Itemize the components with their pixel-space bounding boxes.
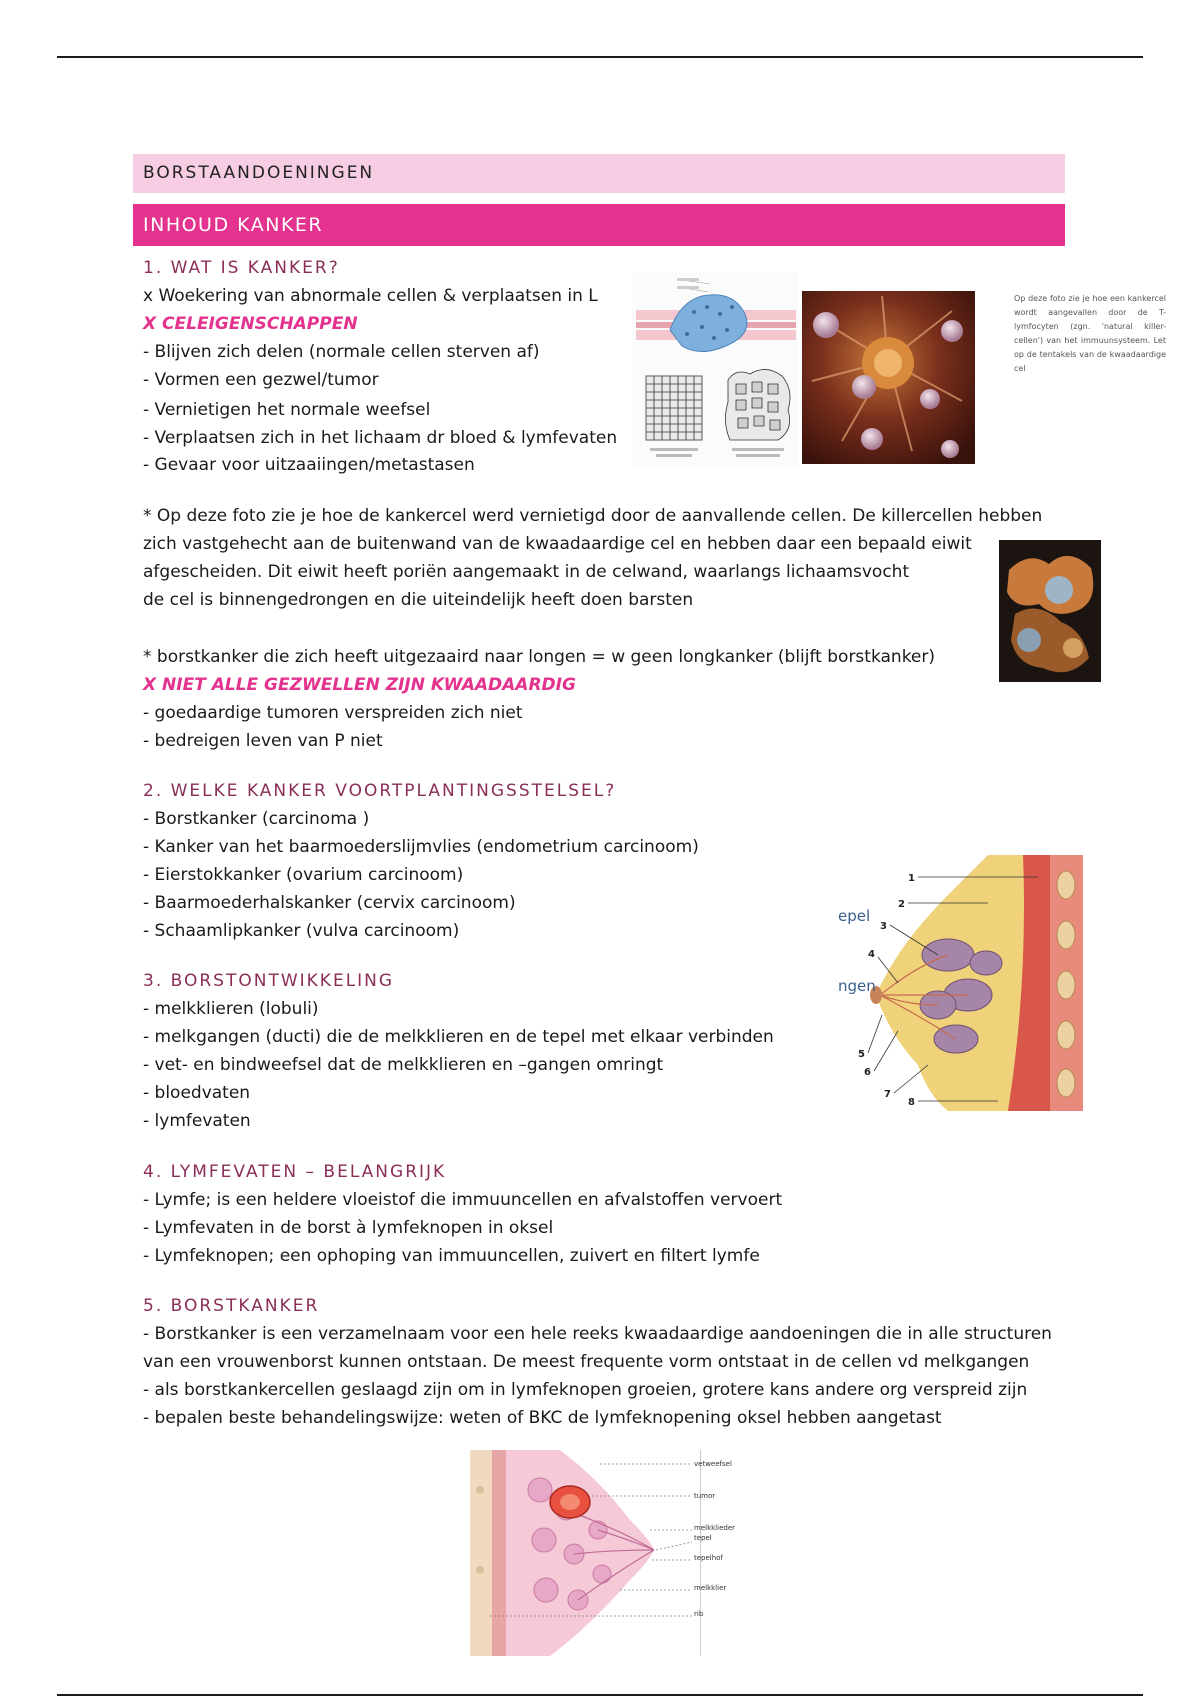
anatomy-label-2: 2 [898,899,905,910]
anatomy-label-5: 5 [858,1049,865,1060]
heading-what-is-cancer: 1. WAT IS KANKER? [143,258,340,278]
anatomy-label-8: 8 [908,1097,915,1108]
s3-item: - vet- en bindweefsel dat de melkklieren en –gangen omringt [143,1055,664,1075]
tumor-label: tumor [694,1492,716,1500]
breast-tumor-diagram [470,1450,762,1656]
tumor-label: melkklieder [694,1524,736,1532]
s5-line: - bepalen beste behandelingswijze: weten of BKC de lymfeknopening oksel hebben aangetast [143,1408,942,1428]
s2-item: - Baarmoederhalskanker (cervix carcinoom) [143,893,516,913]
s3-item: - lymfevaten [143,1111,251,1131]
s1-item2: - goedaardige tumoren verspreiden zich niet [143,703,523,723]
s3-item: - bloedvaten [143,1083,251,1103]
s2-item: - Kanker van het baarmoederslijmvlies (endometrium carcinoom) [143,837,699,857]
anatomy-label-3: 3 [880,921,887,932]
heading-lymph-vessels: 4. LYMFEVATEN – BELANGRIJK [143,1162,447,1182]
anatomy-label-1: 1 [908,873,915,884]
s1-paragraph-line: de cel is binnengedrongen en die uiteindelijk heeft doen barsten [143,590,694,610]
breast-anatomy-diagram [838,855,1083,1111]
s1-item: - Vernietigen het normale weefsel [143,400,431,420]
top-rule [57,56,1143,58]
s2-item: - Eierstokkanker (ovarium carcinoom) [143,865,464,885]
s4-item: - Lymfeknopen; een ophoping van immuuncellen, zuivert en filtert lymfe [143,1246,760,1266]
section-banner: INHOUD KANKER [133,204,1065,246]
heading-breast-development: 3. BORSTONTWIKKELING [143,971,395,991]
heading-cancer-types: 2. WELKE KANKER VOORTPLANTINGSSTELSEL? [143,781,617,801]
s1-item: - Blijven zich delen (normale cellen sterven af) [143,342,540,362]
s1-paragraph-line: * Op deze foto zie je hoe de kankercel werd vernietigd door de aanvallende cellen. De killercellen hebben [143,506,1043,526]
s5-line: van een vrouwenborst kunnen ontstaan. De meest frequente vorm ontstaat in de cellen vd melkgangen [143,1352,1030,1372]
s1-item: - Verplaatsen zich in het lichaam dr bloed & lymfevaten [143,428,618,448]
s1-item: - Gevaar voor uitzaaiingen/metastasen [143,455,475,475]
s2-item: - Schaamlipkanker (vulva carcinoom) [143,921,460,941]
s1-note: * borstkanker die zich heeft uitgezaaird naar longen = w geen longkanker (blijft borstkanker) [143,647,936,667]
s2-item: - Borstkanker (carcinoma ) [143,809,370,829]
bottom-rule [57,1694,1143,1696]
anatomy-label-ngen: ngen [838,977,876,995]
tumor-label: tepelhof [694,1554,723,1562]
s4-item: - Lymfe; is een heldere vloeistof die immuuncellen en afvalstoffen vervoert [143,1190,783,1210]
s1-item: - Vormen een gezwel/tumor [143,370,379,390]
cell-growth-diagram [632,272,798,467]
s1-intro: x Woekering van abnormale cellen & verplaatsen in L [143,286,598,306]
s1-item2: - bedreigen leven van P niet [143,731,383,751]
tumor-label: tepel [694,1534,712,1542]
tumor-label: vetweefsel [694,1460,732,1468]
anatomy-label-7: 7 [884,1089,891,1100]
tumor-label: melkklier [694,1584,727,1592]
s1-paragraph-line: afgescheiden. Dit eiwit heeft poriën aangemaakt in de celwand, waarlangs lichaamsvocht [143,562,910,582]
cancer-cell-attack-photo [802,291,975,464]
s5-line: - als borstkankercellen geslaagd zijn om in lymfeknopen groeien, grotere kans andere org verspreid zijn [143,1380,1028,1400]
anatomy-label-6: 6 [864,1067,871,1078]
s1-subheading-cell-properties: X CELEIGENSCHAPPEN [143,314,358,334]
document-title: BORSTAANDOENINGEN [133,154,1065,193]
s4-item: - Lymfevaten in de borst à lymfeknopen in oksel [143,1218,554,1238]
tumor-label: rib [694,1610,704,1618]
heading-breast-cancer: 5. BORSTKANKER [143,1296,320,1316]
s3-item: - melkgangen (ducti) die de melkklieren en de tepel met elkaar verbinden [143,1027,774,1047]
s1-paragraph-line: zich vastgehecht aan de buitenwand van de kwaadaardige cel en hebben daar een bepaald eiwit [143,534,972,554]
destroyed-cell-photo [999,540,1101,682]
figure-caption: Op deze foto zie je hoe een kankercel wordt aangevallen door de T-lymfocyten (zgn. 'natural killer-cellen') van het immuunsysteem. Let op de tentakels van de kwaadaardige cel [1014,292,1166,464]
anatomy-label-4: 4 [868,949,875,960]
s3-item: - melkklieren (lobuli) [143,999,319,1019]
s5-line: - Borstkanker is een verzamelnaam voor een hele reeks kwaadaardige aandoeningen die in alle structuren [143,1324,1052,1344]
s1-subheading-benign: X NIET ALLE GEZWELLEN ZIJN KWAADAARDIG [143,675,576,695]
anatomy-label-epel: epel [838,907,871,925]
